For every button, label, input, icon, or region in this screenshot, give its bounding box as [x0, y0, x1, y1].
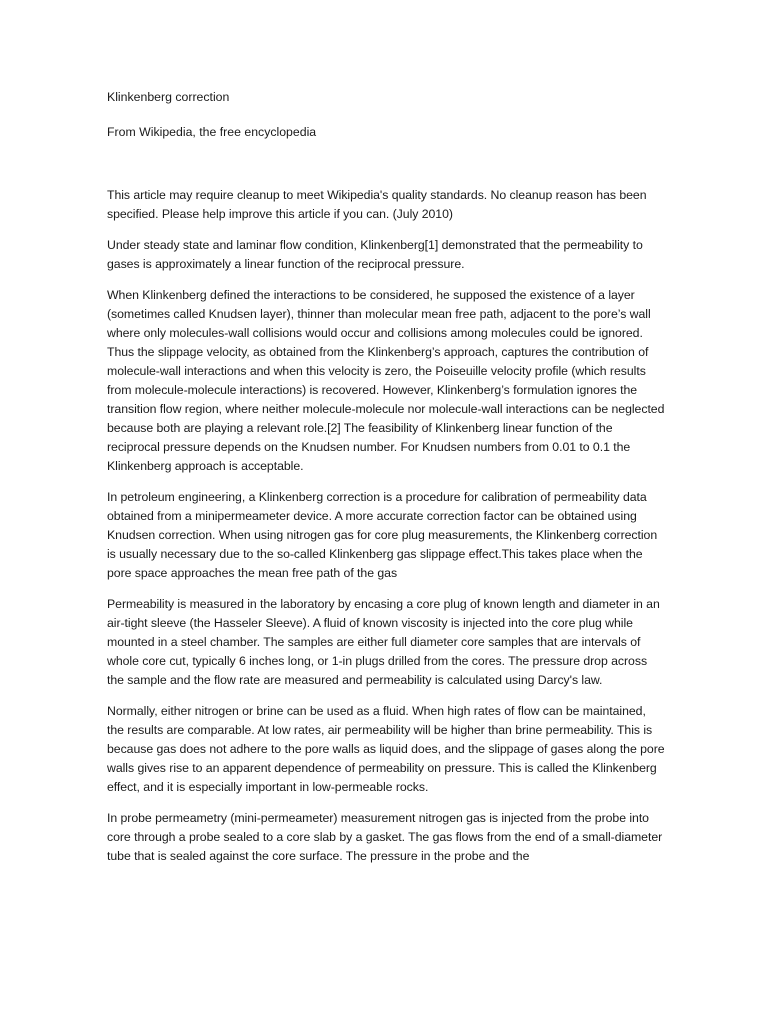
document-title: Klinkenberg correction: [107, 90, 230, 104]
paragraph-nitrogen-brine: Normally, either nitrogen or brine can be used as a fluid. When high rates of flow can be maintained, the results are comparable. At low rates, air permeability will be higher than brine permeability. This is because gas does not adhere to the pore walls as liquid does, and the slippage of gases along the pore walls gives rise to an apparent dependence of permeability on pressure. This is called the Klinkenberg effect, and it is especially important in low-permeable rocks.: [107, 704, 665, 794]
paragraph-steady-state: Under steady state and laminar flow condition, Klinkenberg[1] demonstrated that the permeability to gases is approximately a linear function of the reciprocal pressure.: [107, 238, 643, 271]
document-page: [107, 88, 665, 878]
paragraph-cleanup-notice: This article may require cleanup to meet Wikipedia's quality standards. No cleanup reason has been specified. Please help improve this article if you can. (July 2010): [107, 188, 647, 221]
document-subtitle: From Wikipedia, the free encyclopedia: [107, 125, 317, 139]
paragraph-permeability-measurement: Permeability is measured in the laboratory by encasing a core plug of known length and diameter in an air-tight sleeve (the Hasseler Sleeve). A fluid of known viscosity is injected into the core plug while mounted in a steel chamber. The samples are either full diameter core samples that are intervals of whole core cut, typically 6 inches long, or 1-in plugs drilled from the cores. The pressure drop across the sample and the flow rate are measured and permeability is calculated using Darcy's law.: [107, 597, 660, 687]
paragraph-probe-permeametry: In probe permeametry (mini-permeameter) measurement nitrogen gas is injected from the probe into core through a probe sealed to a core slab by a gasket. The gas flows from the end of a small-diameter tube that is sealed against the core surface. The pressure in the probe and the: [107, 811, 663, 863]
paragraph-petroleum-engineering: In petroleum engineering, a Klinkenberg correction is a procedure for calibration of permeability data obtained from a minipermeameter device. A more accurate correction factor can be obtained using Knudsen correction. When using nitrogen gas for core plug measurements, the Klinkenberg correction is usually necessary due to the so-called Klinkenberg gas slippage effect.This takes place when the pore space approaches the mean free path of the gas: [107, 490, 658, 580]
paragraph-knudsen-layer: When Klinkenberg defined the interactions to be considered, he supposed the existence of a layer (sometimes called Knudsen layer), thinner than molecular mean free path, adjacent to the pore’s wall where only molecules-wall collisions would occur and collisions among molecules could be ignored. Thus the slippage velocity, as obtained from the Klinkenberg’s approach, captures the contribution of molecule-wall interactions and when this velocity is zero, the Poiseuille velocity profile (which results from molecule-molecule interactions) is recovered. However, Klinkenberg’s formulation ignores the transition flow region, where neither molecule-molecule nor molecule-wall interactions can be neglected because both are playing a relevant role.[2] The feasibility of Klinkenberg linear function of the reciprocal pressure depends on the Knudsen number. For Knudsen numbers from 0.01 to 0.1 the Klinkenberg approach is acceptable.: [107, 288, 665, 473]
